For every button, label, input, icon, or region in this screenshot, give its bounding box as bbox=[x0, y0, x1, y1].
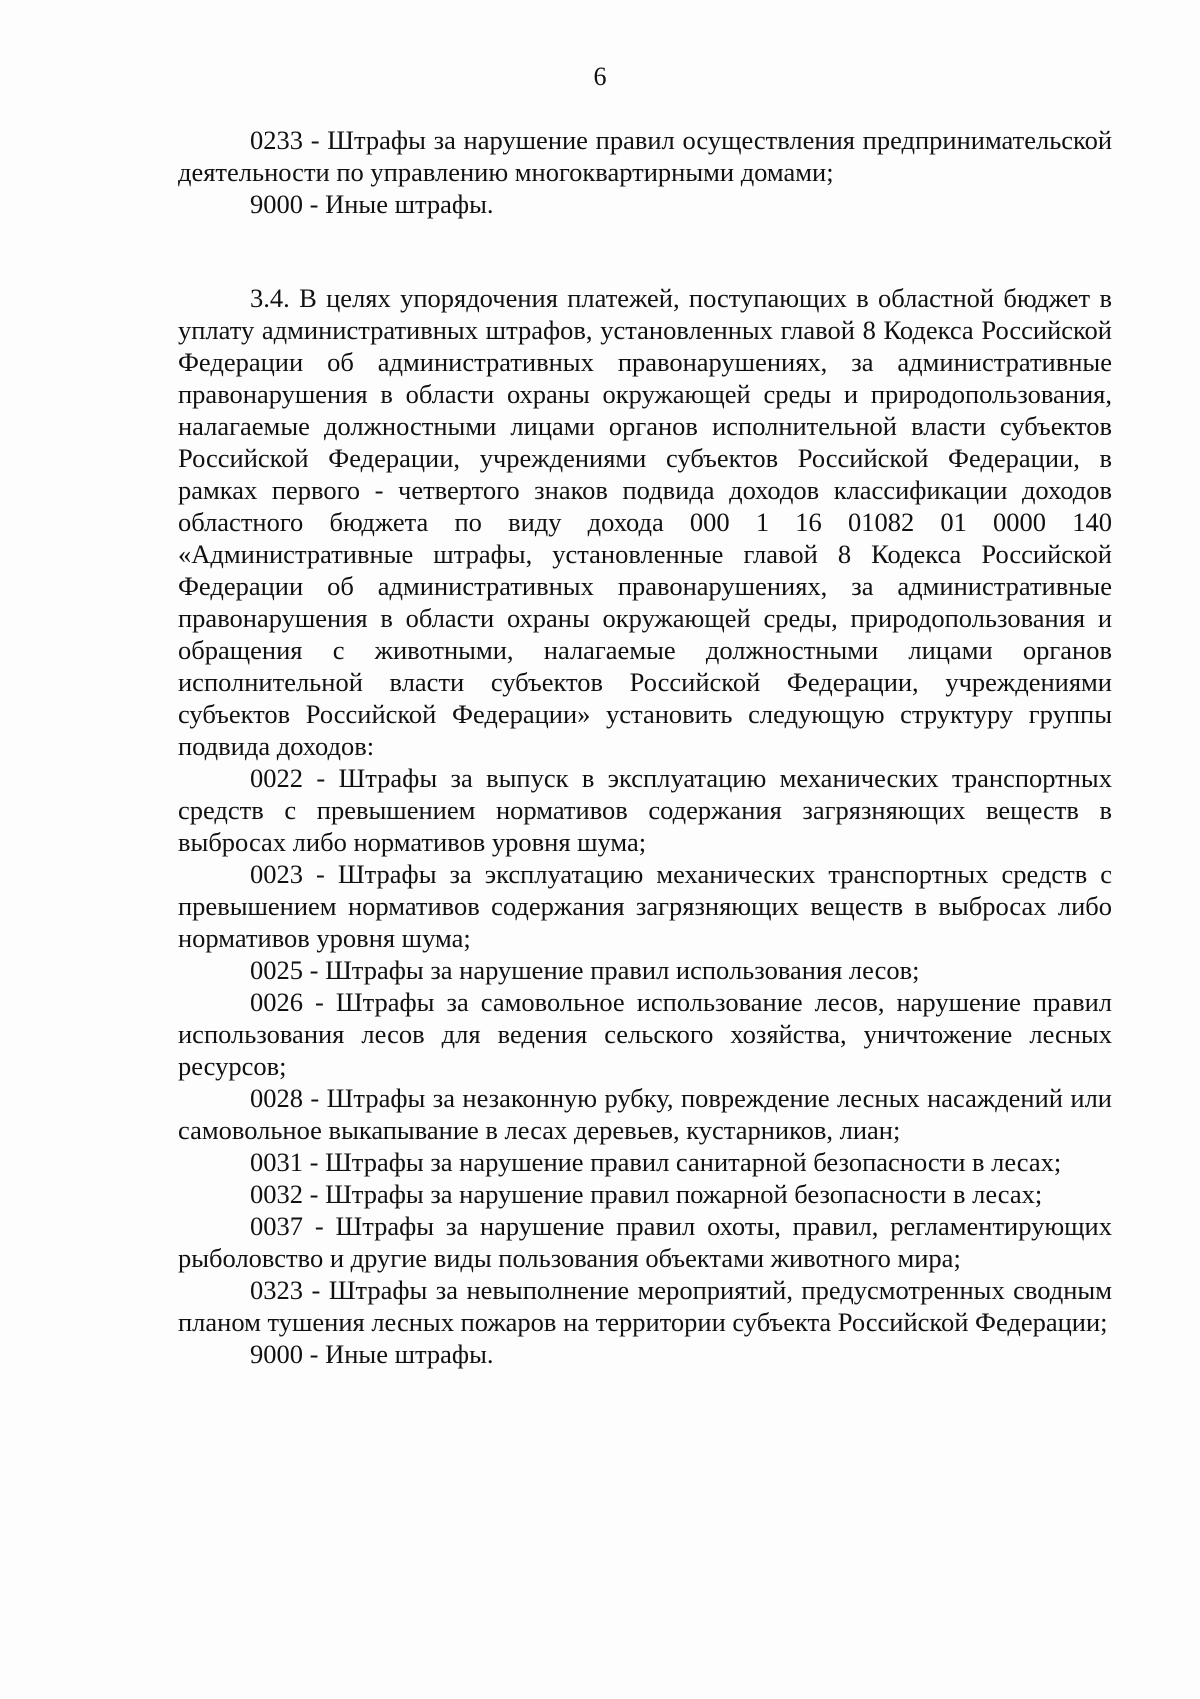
list-item-0028: 0028 - Штрафы за незаконную рубку, повреждение лесных насаждений или самовольное выкапывание в лесах деревьев, кустарников, лиан; bbox=[178, 1083, 1112, 1145]
section-3-4-intro: 3.4. В целях упорядочения платежей, поступающих в областной бюджет в уплату административных штрафов, установленных главой 8 Кодекса Российской Федерации об административных правонарушениях, за административные правонарушения в области охраны окружающей среды и природопользования, налагаемые должностными лицами органов исполнительной власти субъектов Российской Федерации, учреждениями субъектов Российской Федерации, в рамках первого - четвертого знаков подвида доходов классификации доходов областного бюджета по виду дохода 000 1 16 01082 01 0000 140 «Административные штрафы, установленные главой 8 Кодекса Российской Федерации об административных правонарушениях, за административные правонарушения в области охраны окружающей среды, природопользования и обращения с животными, налагаемые должностными лицами органов исполнительной власти субъектов Российской Федерации, учреждениями субъектов Российской Федерации» установить следующую структуру группы подвида доходов: bbox=[178, 283, 1112, 761]
list-item-0022: 0022 - Штрафы за выпуск в эксплуатацию механических транспортных средств с превышением нормативов содержания загрязняющих веществ в выбросах либо нормативов уровня шума; bbox=[178, 763, 1112, 857]
top-items-block bbox=[178, 124, 1112, 252]
list-item-0025: 0025 - Штрафы за нарушение правил использования лесов; bbox=[250, 955, 920, 985]
list-item-9000: 9000 - Иные штрафы. bbox=[250, 1339, 494, 1369]
list-item-0032: 0032 - Штрафы за нарушение правил пожарной безопасности в лесах; bbox=[250, 1179, 1043, 1209]
list-item-0037: 0037 - Штрафы за нарушение правил охоты, правил, регламентирующих рыболовство и другие виды пользования объектами животного мира; bbox=[178, 1211, 1112, 1273]
list-item-0026: 0026 - Штрафы за самовольное использование лесов, нарушение правил использования лесов для ведения сельского хозяйства, уничтожение лесных ресурсов; bbox=[178, 987, 1112, 1081]
section-3-4 bbox=[178, 282, 1112, 1370]
list-item-0031: 0031 - Штрафы за нарушение правил санитарной безопасности в лесах; bbox=[250, 1147, 1062, 1177]
list-item-9000-top: 9000 - Иные штрафы. bbox=[250, 189, 494, 219]
list-item-0023: 0023 - Штрафы за эксплуатацию механических транспортных средств с превышением нормативов содержания загрязняющих веществ в выбросах либо нормативов уровня шума; bbox=[178, 859, 1112, 953]
list-item-0323: 0323 - Штрафы за невыполнение мероприятий, предусмотренных сводным планом тушения лесных пожаров на территории субъекта Российской Федерации; bbox=[178, 1275, 1112, 1337]
list-item-0233: 0233 - Штрафы за нарушение правил осуществления предпринимательской деятельности по управлению многоквартирными домами; bbox=[178, 125, 1112, 187]
page-number: 6 bbox=[593, 62, 607, 91]
